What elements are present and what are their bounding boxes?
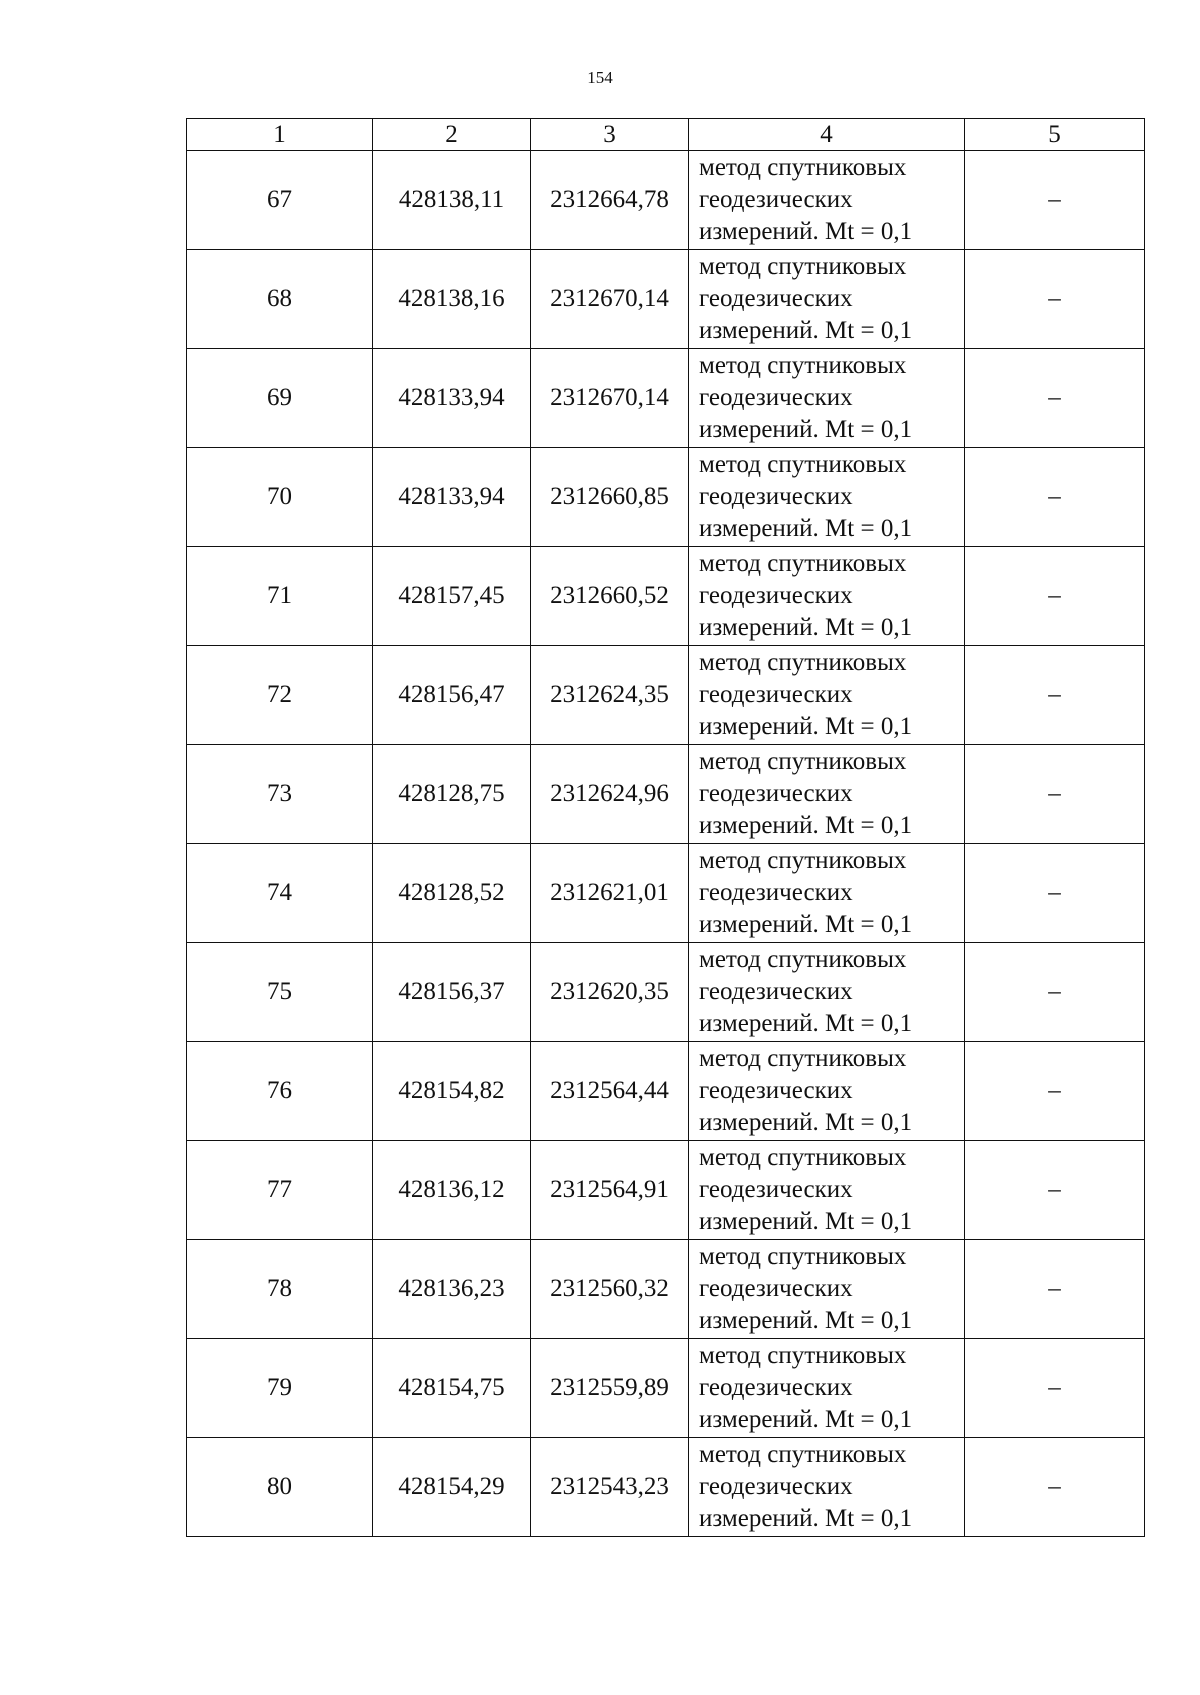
header-cell-5: 5: [965, 119, 1145, 151]
method-line: метод спутниковых: [699, 946, 907, 973]
method-line: геодезических: [699, 186, 853, 213]
method-line: геодезических: [699, 582, 853, 609]
note-cell: –: [965, 1042, 1145, 1141]
y-coordinate-cell: 2312670,14: [531, 349, 689, 448]
method-line: геодезических: [699, 1176, 853, 1203]
note-cell: –: [965, 745, 1145, 844]
x-coordinate-cell: 428128,52: [373, 844, 531, 943]
method-line: измерений. Mt = 0,1: [699, 911, 913, 938]
y-coordinate-cell: 2312670,14: [531, 250, 689, 349]
method-cell: [689, 1438, 965, 1537]
method-line: метод спутниковых: [699, 154, 907, 181]
method-cell: [689, 1240, 965, 1339]
x-coordinate-cell: 428138,11: [373, 151, 531, 250]
header-cell-1: 1: [187, 119, 373, 151]
method-line: метод спутниковых: [699, 1441, 907, 1468]
method-line: геодезических: [699, 879, 853, 906]
method-line: геодезических: [699, 1077, 853, 1104]
method-line: геодезических: [699, 780, 853, 807]
method-line: измерений. Mt = 0,1: [699, 1505, 913, 1532]
method-line: измерений. Mt = 0,1: [699, 416, 913, 443]
point-number-cell: 69: [187, 349, 373, 448]
table-header: [187, 119, 1145, 151]
x-coordinate-cell: 428154,82: [373, 1042, 531, 1141]
y-coordinate-cell: 2312660,52: [531, 547, 689, 646]
method-line: измерений. Mt = 0,1: [699, 218, 913, 245]
table-row: [187, 1438, 1145, 1537]
note-cell: –: [965, 1438, 1145, 1537]
method-cell: [689, 1042, 965, 1141]
method-line: измерений. Mt = 0,1: [699, 1109, 913, 1136]
header-cell-2: 2: [373, 119, 531, 151]
method-line: геодезических: [699, 285, 853, 312]
method-line: геодезических: [699, 1275, 853, 1302]
point-number-cell: 76: [187, 1042, 373, 1141]
x-coordinate-cell: 428133,94: [373, 448, 531, 547]
method-line: метод спутниковых: [699, 1045, 907, 1072]
x-coordinate-cell: 428154,29: [373, 1438, 531, 1537]
table-row: [187, 250, 1145, 349]
method-cell: [689, 250, 965, 349]
method-line: метод спутниковых: [699, 352, 907, 379]
method-line: измерений. Mt = 0,1: [699, 812, 913, 839]
page-number: 154: [587, 68, 613, 87]
method-line: метод спутниковых: [699, 748, 907, 775]
note-cell: –: [965, 151, 1145, 250]
point-number-cell: 78: [187, 1240, 373, 1339]
y-coordinate-cell: 2312543,23: [531, 1438, 689, 1537]
note-cell: –: [965, 646, 1145, 745]
table-row: [187, 943, 1145, 1042]
x-coordinate-cell: 428128,75: [373, 745, 531, 844]
method-line: метод спутниковых: [699, 1243, 907, 1270]
point-number-cell: 70: [187, 448, 373, 547]
table-row: [187, 1339, 1145, 1438]
table-row: [187, 547, 1145, 646]
method-line: геодезических: [699, 1374, 853, 1401]
x-coordinate-cell: 428133,94: [373, 349, 531, 448]
x-coordinate-cell: 428157,45: [373, 547, 531, 646]
point-number-cell: 67: [187, 151, 373, 250]
note-cell: –: [965, 943, 1145, 1042]
method-line: метод спутниковых: [699, 451, 907, 478]
table-row: [187, 151, 1145, 250]
table-row: [187, 1240, 1145, 1339]
table-row: [187, 745, 1145, 844]
method-line: геодезических: [699, 681, 853, 708]
method-line: метод спутниковых: [699, 253, 907, 280]
table-row: [187, 1141, 1145, 1240]
table-row: [187, 349, 1145, 448]
method-line: измерений. Mt = 0,1: [699, 713, 913, 740]
method-cell: [689, 1339, 965, 1438]
point-number-cell: 71: [187, 547, 373, 646]
method-line: измерений. Mt = 0,1: [699, 515, 913, 542]
method-cell: [689, 943, 965, 1042]
method-line: геодезических: [699, 384, 853, 411]
method-line: измерений. Mt = 0,1: [699, 1307, 913, 1334]
method-line: измерений. Mt = 0,1: [699, 614, 913, 641]
y-coordinate-cell: 2312624,96: [531, 745, 689, 844]
x-coordinate-cell: 428156,37: [373, 943, 531, 1042]
method-line: геодезических: [699, 978, 853, 1005]
point-number-cell: 73: [187, 745, 373, 844]
note-cell: –: [965, 844, 1145, 943]
coordinates-table: [186, 118, 1145, 1537]
method-line: метод спутниковых: [699, 1144, 907, 1171]
method-line: измерений. Mt = 0,1: [699, 1010, 913, 1037]
method-line: геодезических: [699, 483, 853, 510]
y-coordinate-cell: 2312620,35: [531, 943, 689, 1042]
note-cell: –: [965, 547, 1145, 646]
point-number-cell: 77: [187, 1141, 373, 1240]
table-row: [187, 646, 1145, 745]
method-line: измерений. Mt = 0,1: [699, 317, 913, 344]
header-cell-4: 4: [689, 119, 965, 151]
method-line: метод спутниковых: [699, 649, 907, 676]
x-coordinate-cell: 428138,16: [373, 250, 531, 349]
note-cell: –: [965, 1141, 1145, 1240]
header-row: [187, 119, 1145, 151]
x-coordinate-cell: 428136,12: [373, 1141, 531, 1240]
note-cell: –: [965, 1240, 1145, 1339]
method-line: метод спутниковых: [699, 550, 907, 577]
method-cell: [689, 745, 965, 844]
note-cell: –: [965, 349, 1145, 448]
note-cell: –: [965, 1339, 1145, 1438]
y-coordinate-cell: 2312560,32: [531, 1240, 689, 1339]
table-row: [187, 1042, 1145, 1141]
point-number-cell: 80: [187, 1438, 373, 1537]
point-number-cell: 79: [187, 1339, 373, 1438]
y-coordinate-cell: 2312559,89: [531, 1339, 689, 1438]
method-line: метод спутниковых: [699, 847, 907, 874]
point-number-cell: 68: [187, 250, 373, 349]
method-line: измерений. Mt = 0,1: [699, 1208, 913, 1235]
method-cell: [689, 151, 965, 250]
point-number-cell: 75: [187, 943, 373, 1042]
method-cell: [689, 448, 965, 547]
y-coordinate-cell: 2312564,44: [531, 1042, 689, 1141]
method-cell: [689, 349, 965, 448]
header-cell-3: 3: [531, 119, 689, 151]
y-coordinate-cell: 2312664,78: [531, 151, 689, 250]
method-cell: [689, 547, 965, 646]
method-cell: [689, 1141, 965, 1240]
method-line: измерений. Mt = 0,1: [699, 1406, 913, 1433]
method-line: метод спутниковых: [699, 1342, 907, 1369]
method-cell: [689, 844, 965, 943]
table-row: [187, 448, 1145, 547]
x-coordinate-cell: 428156,47: [373, 646, 531, 745]
note-cell: –: [965, 448, 1145, 547]
table-body: [187, 151, 1145, 1537]
point-number-cell: 72: [187, 646, 373, 745]
table-row: [187, 844, 1145, 943]
method-line: геодезических: [699, 1473, 853, 1500]
y-coordinate-cell: 2312621,01: [531, 844, 689, 943]
y-coordinate-cell: 2312660,85: [531, 448, 689, 547]
note-cell: –: [965, 250, 1145, 349]
x-coordinate-cell: 428154,75: [373, 1339, 531, 1438]
x-coordinate-cell: 428136,23: [373, 1240, 531, 1339]
y-coordinate-cell: 2312564,91: [531, 1141, 689, 1240]
y-coordinate-cell: 2312624,35: [531, 646, 689, 745]
point-number-cell: 74: [187, 844, 373, 943]
method-cell: [689, 646, 965, 745]
